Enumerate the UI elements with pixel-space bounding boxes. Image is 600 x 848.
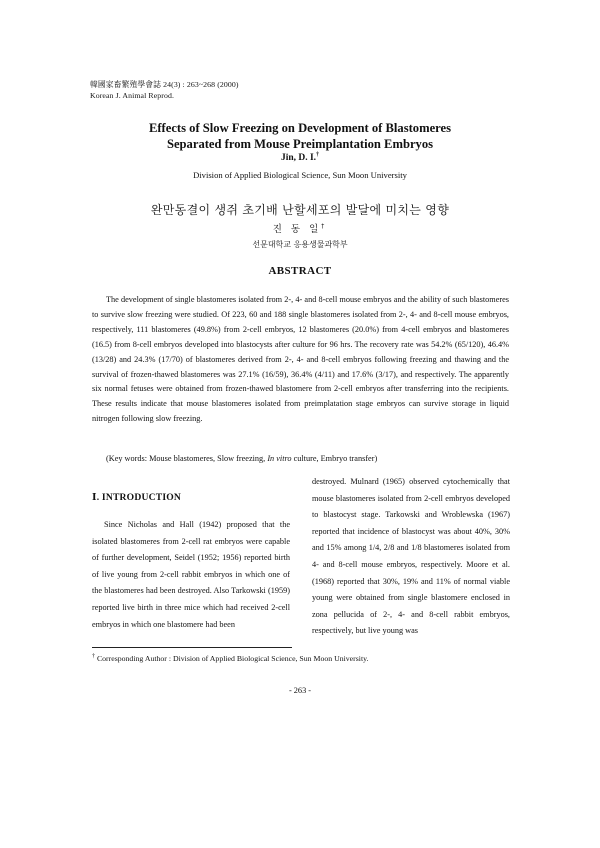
introduction-right-column (312, 474, 510, 640)
author-name (0, 153, 600, 163)
introduction-right-text: destroyed. Mulnard (1965) observed cytochemically that mouse blastomeres isolated from 2-cell embryos developed to blastocyst stage. Tarkowski and Wroblewska (1967) reported that incidence of blastocyst was about 40%, 30% and 15% among 1/4, 2/8 and 1/8 blastomeres isolated from 4- and 8-cell mouse embryos, respectively. Moore et al. (1968) reported that 30%, 19% and 11% of normal viable young were obtained from single blastomere enclosed in zona pellucida of 2-, 4- and 8-cell rabbit embryos, respectively, but live young was (312, 477, 510, 636)
korean-title: 완만동결이 생쥐 초기배 난할세포의 발달에 미치는 영향 (150, 203, 450, 217)
korean-affiliation: 선문대학교 응용생물과학부 (252, 240, 348, 249)
abstract-text: The development of single blastomeres isolated from 2-, 4- and 8-cell mouse embryos and the ability of such blastomeres to survive slow freezing were studied. Of 223, 60 and 188 single blastomeres isolated from 2-, 4- and 8-cell mouse embryos, respectively, 111 blastomeres (49.8%) from 2-cell embryos, 12 blastomeres (20.0%) from 4-cell embryos and blastomeres (16.5) from 8-cell embryos developed into blastocysts after culture for 96 hrs. The recovery rate was 54.2% (65/120), 46.4% (13/28) and 24.3% (17/70) of blastomeres derived from 2-, 4- and 8-cell embryos following freezing and thawing and the survival of frozen-thawed blastomeres was 27.1% (16/59), 36.4% (4/11) and 17.6% (3/17), and respectively. The apparently six normal fetuses were obtained from frozen-thawed blastomere from 2-cell embryos after transferring into the recipients. These results indicate that mouse blastomeres isolated from preimplatation stage embryos can survive storage in liquid nitrogen following slow freezing. (92, 295, 509, 424)
footnote (92, 654, 512, 663)
keywords-italic: In vitro (267, 454, 292, 463)
footnote-text: Corresponding Author : Division of Applied Biological Science, Sun Moon University. (96, 654, 369, 663)
korean-author-text: 진 동 일 (272, 224, 322, 235)
introduction-left-column (92, 517, 290, 633)
abstract-heading: ABSTRACT (268, 265, 332, 277)
paper-title-line-1: Effects of Slow Freezing on Development of Blastomeres (148, 121, 452, 135)
journal-citation: 韓國家畜繁殖學會誌 24(3) : 263~268 (2000) (90, 80, 239, 89)
introduction-heading: Ⅰ. INTRODUCTION (92, 492, 182, 503)
author-name-text: Jin, D. I. (280, 153, 317, 163)
paper-title-line-2: Separated from Mouse Preimplantation Embryos (166, 137, 434, 151)
korean-author-mark: † (321, 222, 328, 230)
footnote-mark: † (92, 653, 95, 660)
footnote-divider (92, 647, 292, 648)
introduction-left-text: Since Nicholas and Hall (1942) proposed that the isolated blastomeres from 2-cell rat embryos were capable of further development, Seidel (1952; 1956) reported birth of live young from 2-cell rabbit embryos in which one of the blastomeres had been destroyed. Also Tarkowski (1959) reported live birth in three mice which had received 2-cell embryos in which one blastomere had been (92, 520, 290, 629)
page-number: - 263 - (288, 686, 312, 695)
keywords (106, 454, 506, 463)
keywords-prefix: (Key words: Mouse blastomeres, Slow freezing, (106, 454, 266, 463)
abstract-body (92, 293, 509, 427)
author-affiliation: Division of Applied Biological Science, Sun Moon University (193, 170, 407, 180)
author-mark: † (316, 151, 320, 158)
journal-english-name: Korean J. Animal Reprod. (90, 91, 175, 100)
korean-author (0, 221, 600, 235)
keywords-suffix: culture, Embryo transfer) (293, 454, 378, 463)
